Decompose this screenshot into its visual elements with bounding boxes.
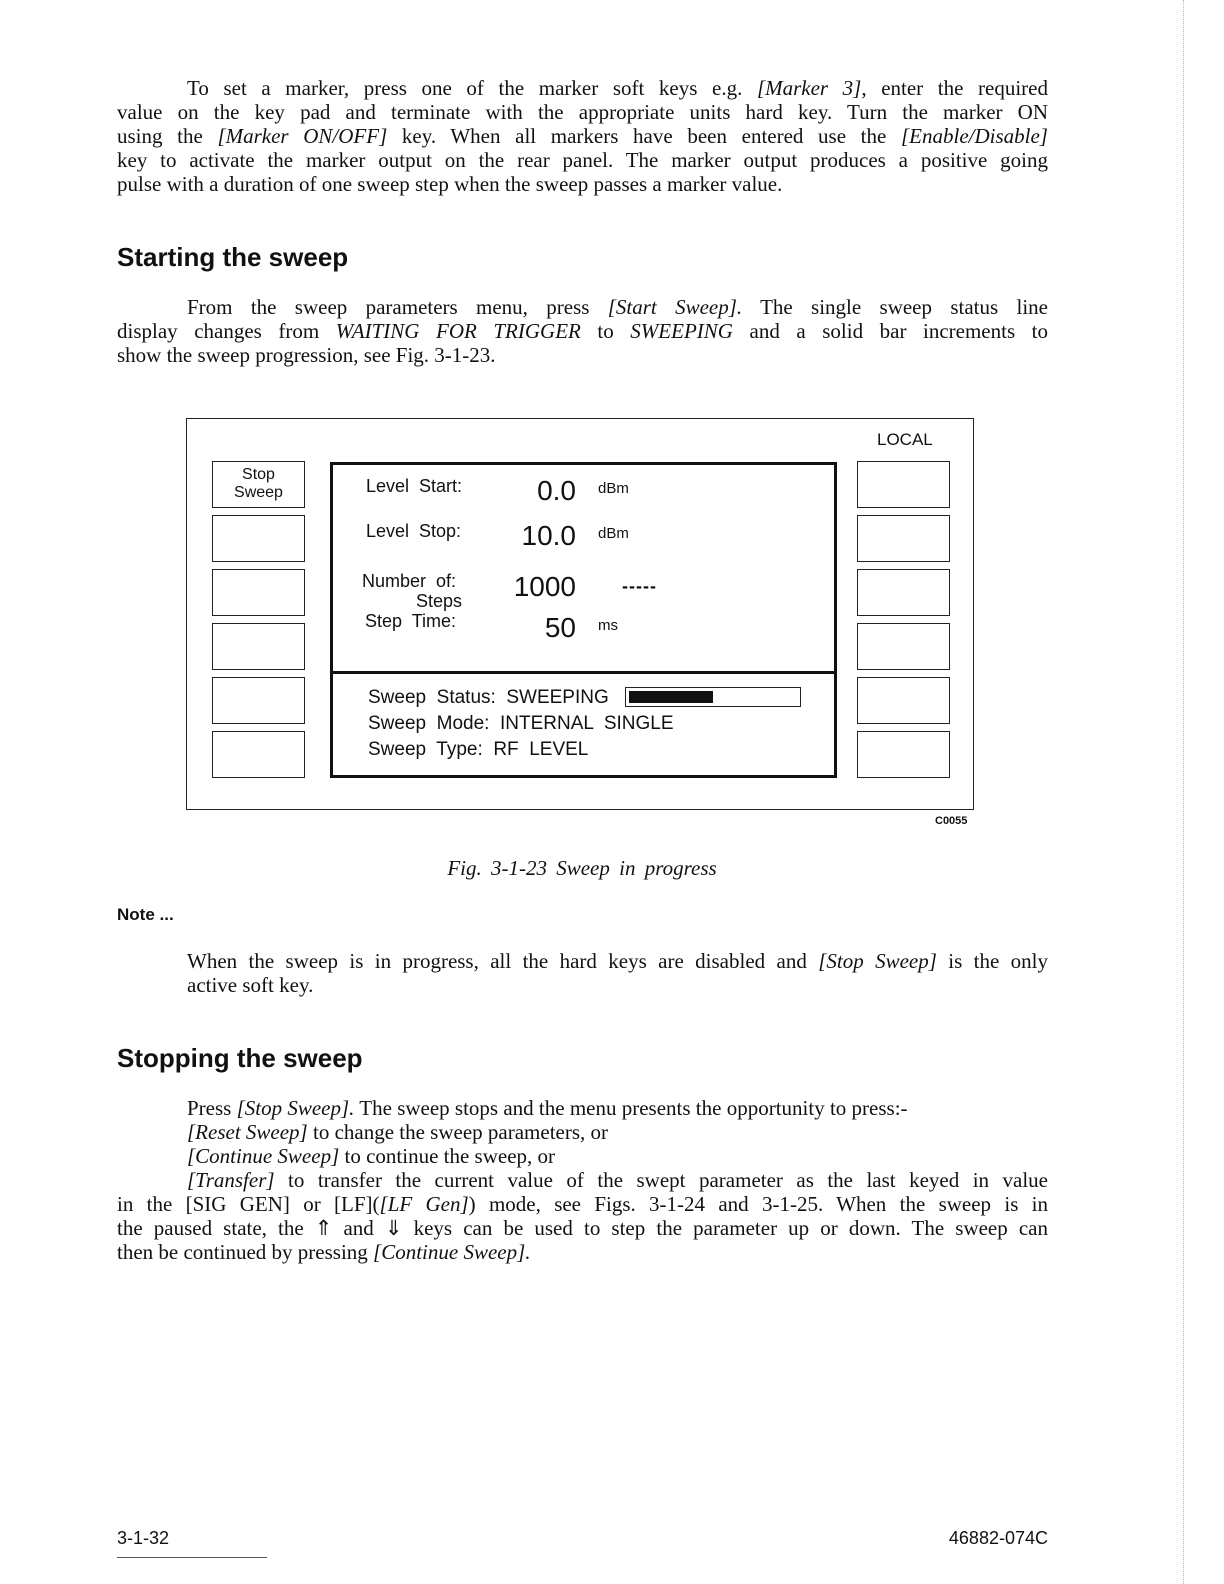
level-stop-label: Level Stop:	[366, 521, 462, 541]
start-line: show the sweep progression, see Fig. 3-1-23.	[117, 343, 496, 367]
heading-stopping-sweep: Stopping the sweep	[117, 1043, 363, 1073]
softkey-right-3[interactable]	[857, 569, 950, 616]
intro-paragraph	[117, 76, 1048, 196]
softkey-right-6[interactable]	[857, 731, 950, 778]
heading-starting-sweep: Starting the sweep	[117, 242, 349, 272]
softkey-left-3[interactable]	[212, 569, 305, 616]
intro-line: To set a marker, press one of the marker soft keys e.g. [Marker 3], enter the required	[187, 76, 1048, 100]
step-time-value: 50	[544, 612, 576, 643]
stop-line: [Continue Sweep] to continue the sweep, or	[187, 1144, 556, 1168]
step-time-label: Step Time:	[365, 611, 457, 631]
softkey-left-5[interactable]	[212, 677, 305, 724]
level-stop-value: 10.0	[521, 520, 576, 551]
start-line: display changes from WAITING FOR TRIGGER to SWEEPING and a solid bar increments to	[117, 319, 1048, 343]
softkey-left-2[interactable]	[212, 515, 305, 562]
document-number: 46882-074C	[948, 1528, 1048, 1548]
sweep-progress-fill	[629, 691, 713, 703]
note-label: Note ...	[117, 905, 174, 924]
stopping-sweep-paragraph	[117, 1096, 1048, 1264]
figure-caption: Fig. 3-1-23 Sweep in progress	[447, 856, 717, 880]
intro-line: using the [Marker ON/OFF] key. When all markers have been entered use the [Enable/Disable]	[117, 124, 1048, 148]
sweep-progress-bar	[625, 687, 801, 707]
figure-code: C0055	[935, 815, 968, 827]
starting-sweep-paragraph	[117, 295, 1048, 367]
softkey-right-5[interactable]	[857, 677, 950, 724]
note-line: When the sweep is in progress, all the hard keys are disabled and [Stop Sweep] is the only	[187, 949, 1049, 973]
stop-line: in the [SIG GEN] or [LF]([LF Gen]) mode, see Figs. 3-1-24 and 3-1-25. When the sweep is in	[117, 1192, 1049, 1216]
sweep-type-line: Sweep Type: RF LEVEL	[368, 739, 589, 760]
level-start-label: Level Start:	[366, 476, 463, 496]
softkey-left-4[interactable]	[212, 623, 305, 670]
steps-label: Number of:	[362, 571, 457, 591]
level-stop-unit: dBm	[598, 525, 629, 542]
steps-label-2: Steps	[416, 591, 463, 611]
softkey-right-4[interactable]	[857, 623, 950, 670]
sweep-mode-line: Sweep Mode: INTERNAL SINGLE	[368, 713, 674, 734]
note-paragraph	[187, 949, 1048, 997]
softkey-stop-sweep[interactable]: Stop Sweep	[212, 461, 305, 508]
footer-rule	[117, 1557, 267, 1558]
sweep-status-line: Sweep Status: SWEEPING	[368, 687, 609, 708]
step-time-unit: ms	[598, 617, 618, 634]
intro-line: value on the key pad and terminate with the appropriate units hard key. Turn the marker ON	[117, 100, 1048, 124]
stop-line: [Transfer] to transfer the current value of the swept parameter as the last keyed in value	[187, 1168, 1048, 1192]
intro-line: pulse with a duration of one sweep step when the sweep passes a marker value.	[117, 172, 783, 196]
softkey-right-2[interactable]	[857, 515, 950, 562]
intro-line: key to activate the marker output on the rear panel. The marker output produces a positive going	[117, 148, 1048, 172]
stop-line: [Reset Sweep] to change the sweep parameters, or	[187, 1120, 609, 1144]
stop-line: then be continued by pressing [Continue Sweep].	[117, 1240, 531, 1264]
softkey-right-1[interactable]	[857, 461, 950, 508]
level-start-unit: dBm	[598, 480, 629, 497]
stop-line: Press [Stop Sweep]. The sweep stops and the menu presents the opportunity to press:-	[187, 1096, 908, 1120]
page-edge-rule	[1183, 0, 1184, 1584]
level-start-value: 0.0	[537, 475, 576, 506]
note-line: active soft key.	[187, 973, 314, 997]
softkey-left-6[interactable]	[212, 731, 305, 778]
local-indicator: LOCAL	[877, 430, 933, 449]
start-line: From the sweep parameters menu, press [Start Sweep]. The single sweep status line	[187, 295, 1048, 319]
page-number: 3-1-32	[117, 1528, 170, 1548]
steps-unit: -----	[622, 576, 657, 596]
steps-value: 1000	[513, 571, 576, 602]
stop-line: the paused state, the ⇑ and ⇓ keys can be used to step the parameter up or down. The sweep can	[117, 1216, 1048, 1240]
